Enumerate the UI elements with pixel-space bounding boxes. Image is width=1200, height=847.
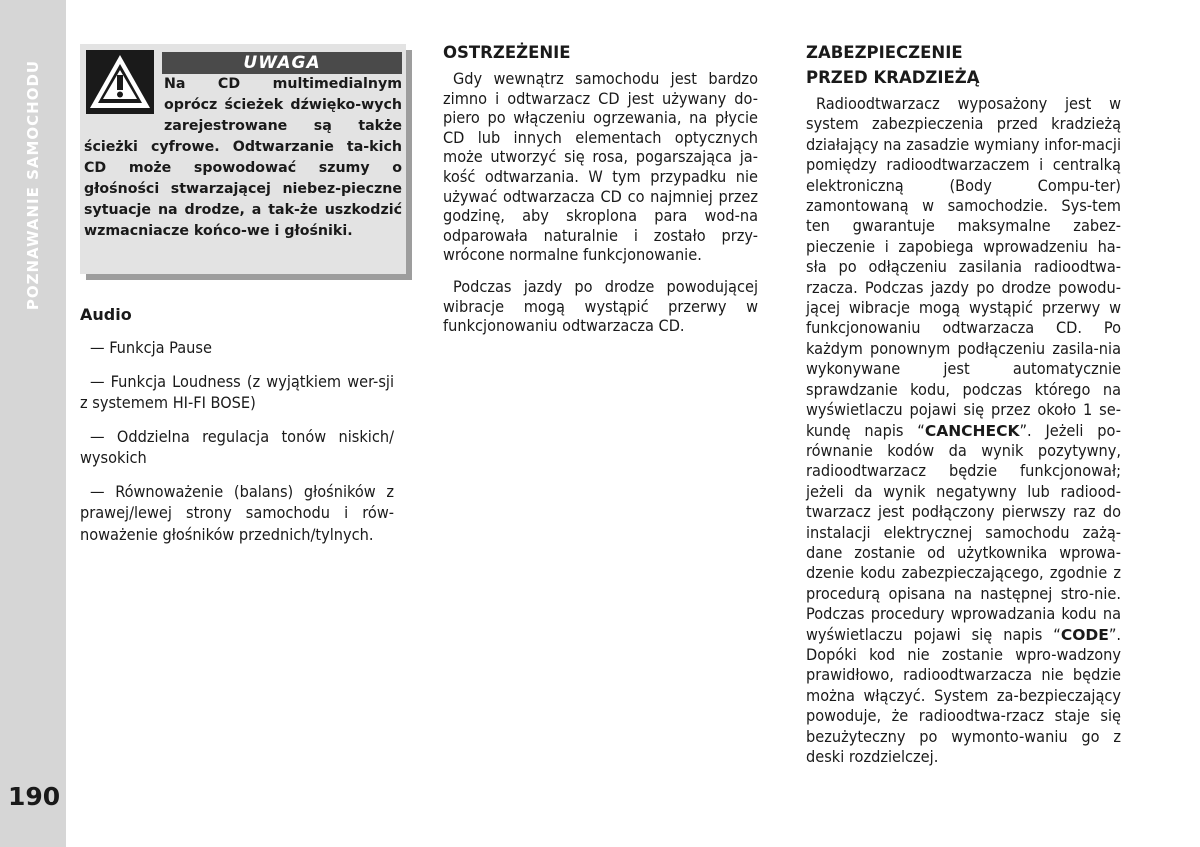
warning-text: Na CD multimedialnym oprócz ścieżek dźwięko-wych zarejestrowane są także ścieżki cyfrowe. Odtwarzanie ta-kich CD może spowodować szumy o głośności stwarzającej niebez-pieczne sytuacje na drodze, a tak-że uszkodzić wzmacniacze końco-we i głośniki. [84,76,402,239]
code-code: CODE [1060,625,1109,644]
audio-feature-list [80,337,394,557]
section-sidebar [0,0,66,847]
paragraph: Radioodtwarzacz wyposażony jest w system zabezpieczenia przed kradzieżą działający na zasadzie wymiany infor-macji pomiędzy radioodtwarzaczem i centralką elektroniczną (Body Compu-ter) zamontowaną w samochodzie. Sys-tem ten gwarantuje maksymalne zabez-pieczenie i zapobiega wprowadzeniu ha-sła po odłączeniu zasilania radioodtwa-rzacza. Podczas jazdy po drodze powodu-jącej wibracje mogą wystąpić przerwy w funkcjonowaniu odtwarzacza CD. Po każdym ponownym podłączeniu zasila-nia wykonywane jest automatycznie sprawdzanie kodu, podczas którego na wyświetlaczu pojawi się przez około 1 se-kundę napis “CANCHECK”. Jeżeli po-równanie kodów da wynik pozytywny, radioodtwarzacz będzie funkcjonował; jeżeli da wynik negatywny lub radiood-twarzacz jest podłączony pierwszy raz do instalacji elektrycznej samochodu zażą-dane zostanie od użytkownika wprowa-dzenie kodu zabezpieczającego, zgodnie z procedurą opisana na następnej stro-nie. Podczas procedury wprowadzania kodu na wyświetlaczu pojawi się napis “CODE”. Dopóki kod nie zostanie wpro-wadzony prawidłowo, radioodtwarzacza nie będzie można włączyć. System za-bezpieczający powoduje, że radioodtwa-rzacz staje się bezużyteczny po wymonto-waniu go z deski rozdzielczej. [806,94,1121,766]
list-item: — Funkcja Pause [90,338,212,357]
page-number: 190 [8,782,61,811]
list-item: — Równoważenie (balans) głośników z prawej/lewej strony samochodu i rów-noważenie głośników przednich/tylnych. [80,481,394,544]
section-title-line: PRZED KRADZIEŻĄ [806,68,980,87]
warning-box [80,44,412,280]
paragraph: Gdy wewnątrz samochodu jest bardzo zimno i odtwarzacz CD jest używany do-piero po włączeniu ogrzewania, na płycie CD lub innych elementach optycznych może utworzyć się rosa, pogarszająca ja-kość odtwarzania. W tym przypadku nie używać odtwarzacza CD co najmniej przez godzinę, aby skroplona para wod-na odparowała naturalnie i zostało przy-wrócone normalne funkcjonowanie. [443,69,758,265]
section-title-zabezpieczenie [806,40,1121,90]
section-title-line: ZABEZPIECZENIE [806,43,963,62]
section-label: POZNAWANIE SAMOCHODU [24,59,42,311]
list-item: — Funkcja Loudness (z wyjątkiem wer-sji z systemem HI-FI BOSE) [80,371,394,412]
audio-heading: Audio [80,305,132,324]
column-right [806,40,1121,779]
column-middle [443,40,758,348]
list-item: — Oddzielna regulacja tonów niskich/ wysokich [80,426,394,467]
code-cancheck: CANCHECK [924,421,1020,440]
paragraph: Podczas jazdy po drodze powodującej wibracje mogą wystąpić przerwy w funkcjonowaniu odtwarzacza CD. [443,276,758,336]
section-title-ostrzezenie: OSTRZEŻENIE [443,43,571,62]
warning-box-body [80,44,406,274]
warning-title: UWAGA [162,52,402,74]
